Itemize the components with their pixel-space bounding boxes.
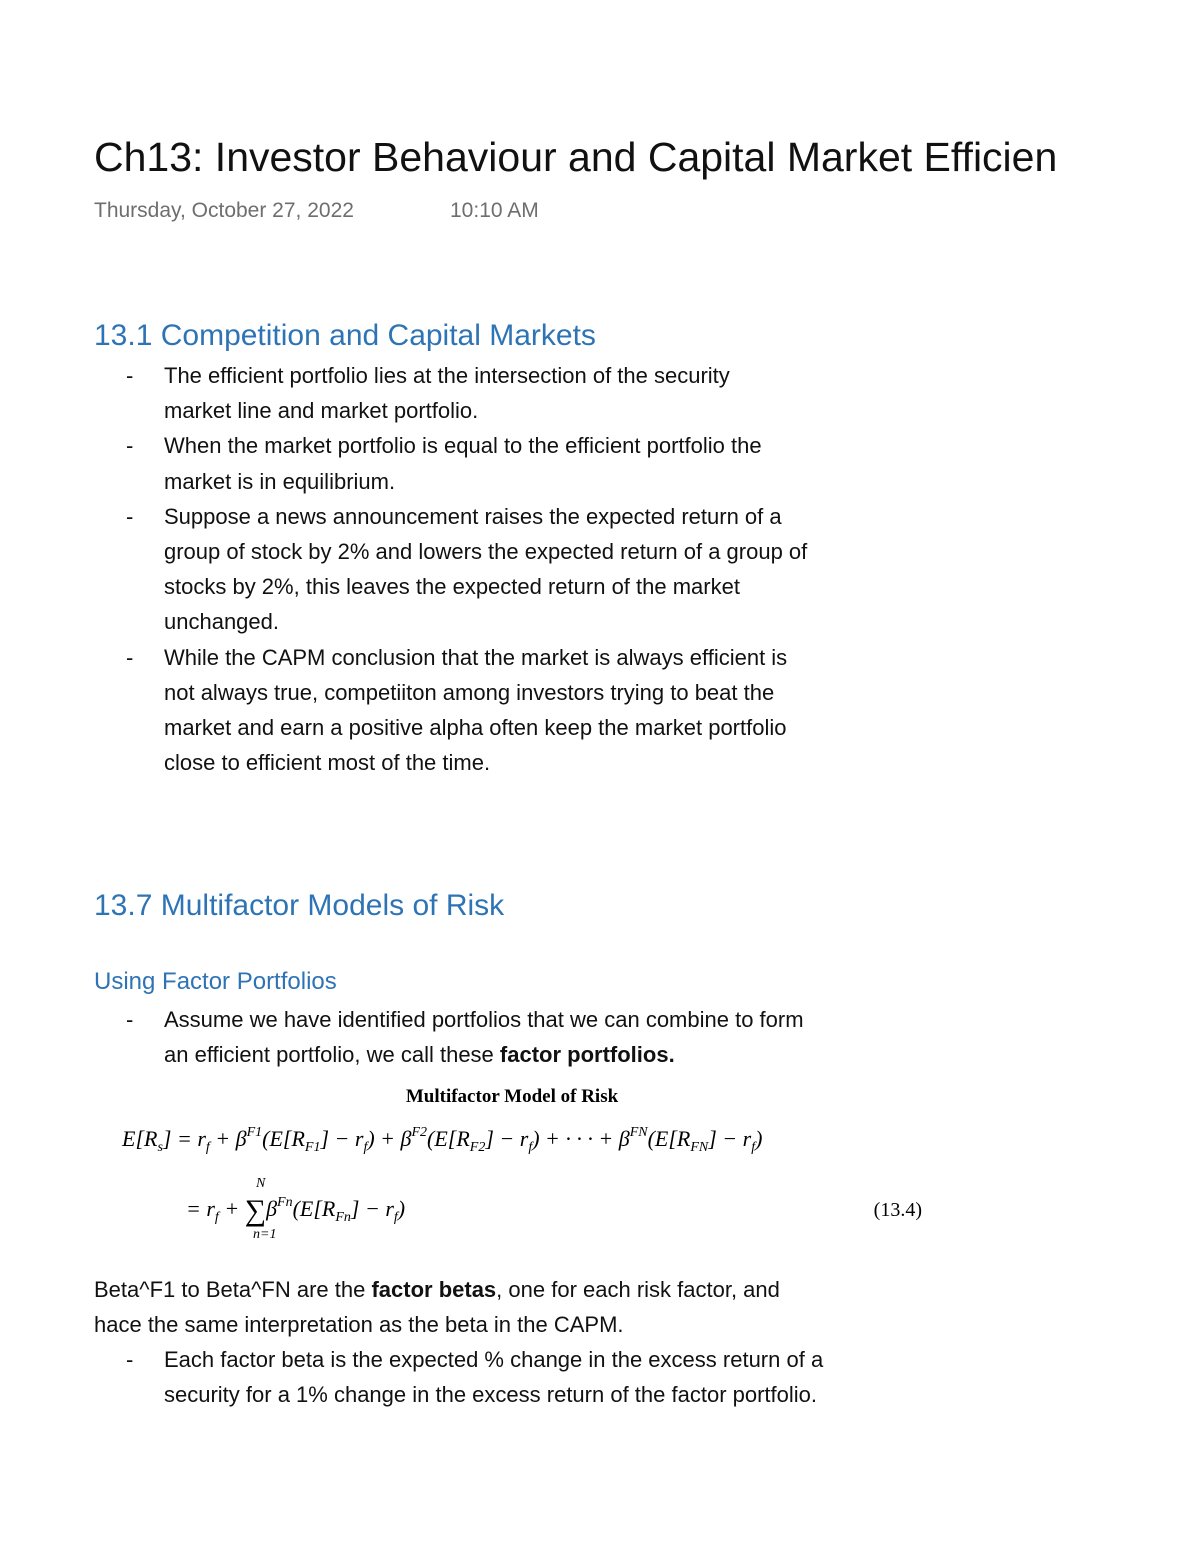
factor-betas-paragraph: [94, 1272, 780, 1342]
bullet-dash: -: [126, 433, 134, 459]
sum-lower-limit: n=1: [253, 1227, 277, 1242]
list-item-text: [164, 1002, 984, 1072]
section-2-bullet-list: [126, 1002, 984, 1072]
formula-line-2: = $r_f + \sum\beta^{Fn}(E[R_{Fn}] - r_f)$: [186, 1194, 406, 1227]
section-1-bullet-list: [126, 358, 984, 780]
list-item-text: The efficient portfolio lies at the intersection of the security market line and market portfolio.: [164, 363, 730, 424]
page-title: Ch13: Investor Behaviour and Capital Market Efficien: [94, 134, 1058, 180]
sum-upper-limit: N: [256, 1176, 266, 1191]
paragraph-text: , one for each risk factor, and hace the same interpretation as the beta in the CAPM.: [94, 1277, 780, 1338]
section-heading-13-7: 13.7 Multifactor Models of Risk: [94, 889, 505, 922]
list-item: [126, 640, 984, 781]
section-2-bullet-list-2: [126, 1342, 984, 1412]
bullet-dash: -: [126, 363, 134, 388]
section-heading-13-1: 13.1 Competition and Capital Markets: [94, 319, 596, 352]
formula-line-1: $E[R_s] = r_f + \beta^{F1}(E[R_{F1}] - r_f) + \beta^{F2}(E[R_{F2}] - r_f)$ + · · · + $\beta^{FN}(E[R_{FN}] - r_f)$: [122, 1125, 763, 1155]
list-item-text-plain: Assume we have identified portfolios that we can combine to form an efficient portfolio, we call these: [164, 1007, 804, 1068]
list-item-text-bold: factor portfolios.: [499, 1042, 675, 1068]
bullet-dash: -: [126, 644, 134, 670]
equation-number: (13.4): [873, 1199, 922, 1221]
list-item-text: Suppose a news announcement raises the expected return of a group of stock by 2% and lowers the expected return of a group of stocks by 2%, this leaves the expected return of the market unchanged.: [164, 503, 808, 635]
list-item-text: When the market portfolio is equal to the efficient portfolio the market is in equilibrium.: [164, 433, 762, 494]
bullet-dash: -: [126, 1007, 134, 1032]
bullet-dash: -: [126, 503, 134, 529]
subheading-factor-portfolios: Using Factor Portfolios: [94, 968, 337, 995]
list-item: [126, 1002, 984, 1072]
formula-title: Multifactor Model of Risk: [405, 1086, 619, 1107]
paragraph-text: Beta^F1 to Beta^FN are the: [94, 1277, 372, 1302]
multifactor-formula: [110, 1080, 940, 1245]
paragraph-bold: factor betas: [371, 1277, 497, 1302]
page-time: 10:10 AM: [450, 199, 539, 222]
list-item-text: While the CAPM conclusion that the market is always efficient is not always true, competiiton among investors trying to beat the market and earn a positive alpha often keep the market portfolio close to efficient most of the time.: [164, 644, 788, 776]
list-item: [126, 358, 984, 428]
page-date: Thursday, October 27, 2022: [94, 199, 354, 222]
list-item: [126, 1342, 984, 1412]
list-item: [126, 428, 984, 498]
list-item-text: Each factor beta is the expected % change in the excess return of a security for a 1% change in the excess return of the factor portfolio.: [164, 1347, 824, 1408]
bullet-dash: -: [126, 1347, 134, 1372]
list-item: [126, 499, 984, 640]
